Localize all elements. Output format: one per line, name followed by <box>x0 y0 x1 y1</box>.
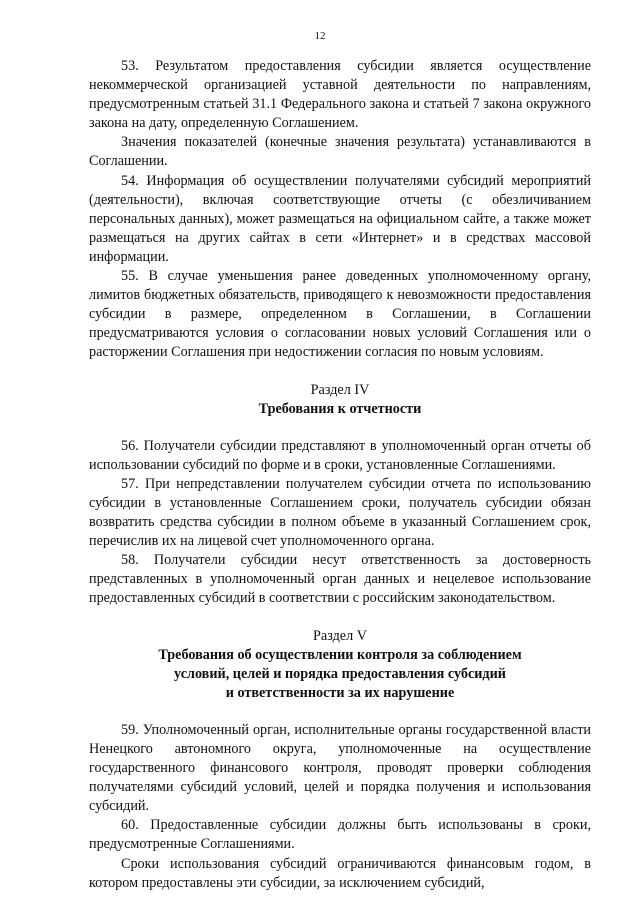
spacer <box>89 363 591 381</box>
paragraph-indicators: Значения показателей (конечные значения результата) устанавливаются в Соглашении. <box>89 134 591 170</box>
document-body <box>89 57 591 893</box>
spacer <box>89 703 591 721</box>
section-5-label: Раздел V <box>313 627 367 644</box>
section-5-title-line-3: и ответственности за их нарушение <box>225 684 455 701</box>
paragraph-57: 57. При непредставлении получателем субсидии отчета по использованию субсидии в установленные Соглашением сроки, получатель субсидии обязан возвратить средства субсидии в полном объеме в указанный Соглашением срок, перечислив их на лицевой счет уполномоченного органа. <box>89 475 591 550</box>
paragraph-53: 53. Результатом предоставления субсидии является осуществление некоммерческой организацией уставной деятельности по направлениям, предусмотренным статьей 31.1 Федерального закона и статьей 7 закона окружного закона на дату, определенную Соглашением. <box>89 58 591 132</box>
page-number: 12 <box>314 30 326 42</box>
paragraph-56: 56. Получатели субсидии представляют в уполномоченный орган отчеты об использовании субсидий по форме и в сроки, установленные Соглашениями. <box>89 437 591 473</box>
section-4-title: Требования к отчетности <box>258 400 422 417</box>
paragraph-54: 54. Информация об осуществлении получателями субсидий мероприятий (деятельности), включая соответствующие отчеты (с обезличиванием персональных данных), может размещаться на официальном сайте, а также может размещаться на других сайтах в сети «Интернет» и в средствах массовой информации. <box>89 172 591 265</box>
spacer <box>89 419 591 437</box>
section-4-label: Раздел IV <box>310 381 370 398</box>
paragraph-59: 59. Уполномоченный орган, исполнительные органы государственной власти Ненецкого автономного округа, уполномоченные на осуществление государственного финансового контроля, проводят проверки соблюдения получателями субсидий условий, целей и порядка получения и использования субсидий. <box>89 721 591 815</box>
paragraph-58: 58. Получатели субсидии несут ответственность за достоверность представленных в уполномоченный орган данных и нецелевое использование предоставленных субсидий в соответствии с российским законодательством. <box>89 552 591 607</box>
spacer <box>89 609 591 627</box>
paragraph-55: 55. В случае уменьшения ранее доведенных уполномоченному органу, лимитов бюджетных обязательств, приводящего к невозможности предоставления субсидии в размере, определенном в Соглашении, в Соглашении предусматриваются условия о согласовании новых условий Соглашения или о расторжении Соглашения при недостижении согласия по новым условиям. <box>89 268 591 361</box>
section-5-title-line-2: условий, целей и порядка предоставления субсидий <box>174 665 506 682</box>
paragraph-60: 60. Предоставленные субсидии должны быть использованы в сроки, предусмотренные Соглашениями. <box>89 817 591 853</box>
section-5-title-line-1: Требования об осуществлении контроля за соблюдением <box>158 646 522 663</box>
paragraph-usage-terms: Сроки использования субсидий ограничиваются финансовым годом, в котором предоставлены эти субсидии, за исключением субсидий, <box>89 855 591 891</box>
